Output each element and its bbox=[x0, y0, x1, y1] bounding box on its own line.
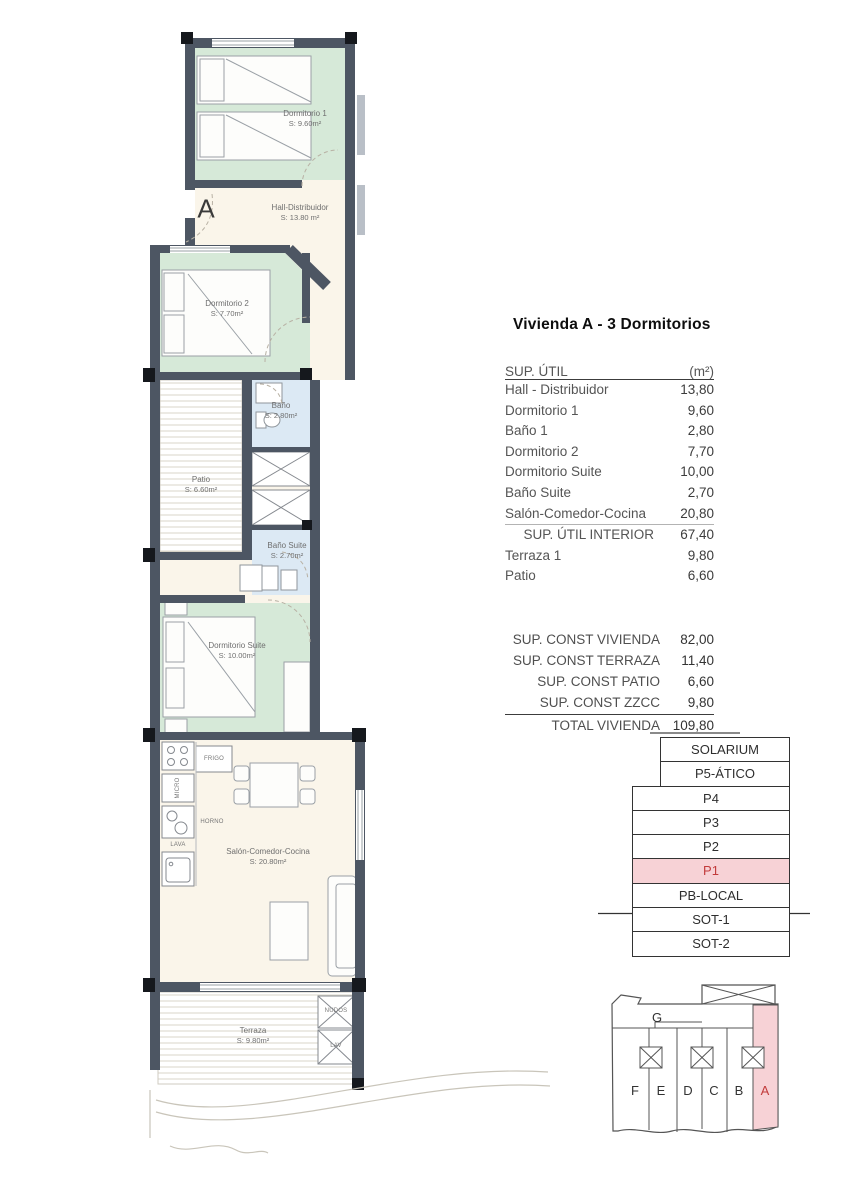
table-row: Dormitorio Suite 10,00 bbox=[505, 464, 714, 480]
table-row: Patio 6,60 bbox=[505, 568, 714, 584]
sup-util-table bbox=[505, 359, 714, 587]
room-label-dormitorio2: Dormitorio 2 S: 7.70m² bbox=[205, 298, 249, 319]
room-label-dormitorio1: Dormitorio 1 S: 9.60m² bbox=[283, 108, 327, 129]
utility-label-lav: LAV bbox=[330, 1043, 342, 1049]
sup-util-header-unit: (m²) bbox=[689, 364, 714, 379]
table-row: Baño 1 2,80 bbox=[505, 423, 714, 439]
floor-stack bbox=[632, 737, 790, 957]
table-row: SUP. CONST PATIO 6,60 bbox=[537, 674, 714, 689]
room-label-patio: Patio S: 6.60m² bbox=[184, 474, 218, 495]
room-label-hall: Hall-Distribuidor S: 13.80 m² bbox=[271, 202, 329, 223]
floor-level-sot-1: SOT-1 bbox=[632, 907, 790, 932]
table-row-subtotal: SUP. ÚTIL INTERIOR 67,40 bbox=[505, 524, 714, 546]
footprint-unit-a: A bbox=[760, 1083, 770, 1098]
footprint-unit-d: D bbox=[683, 1083, 693, 1098]
table-row: SUP. CONST TERRAZA 11,40 bbox=[512, 653, 714, 668]
table-row: Baño Suite 2,70 bbox=[505, 484, 714, 500]
room-label-bano-suite: Baño Suite S: 2.70m² bbox=[267, 540, 307, 561]
sup-util-header bbox=[505, 359, 714, 380]
room-label-bano: Baño S: 2.80m² bbox=[264, 400, 298, 421]
floor-level-pb-local: PB-LOCAL bbox=[632, 883, 790, 908]
table-row: Dormitorio 2 7,70 bbox=[505, 443, 714, 459]
table-row: SUP. CONST ZZCC 9,80 bbox=[539, 695, 714, 710]
footprint-unit-e: E bbox=[656, 1083, 666, 1098]
floor-level-p4: P4 bbox=[632, 786, 790, 811]
floor-level-p3: P3 bbox=[632, 810, 790, 835]
floor-level-sot-2: SOT-2 bbox=[632, 931, 790, 956]
kitchen-label-horno: HORNO bbox=[200, 819, 224, 825]
kitchen-label-micro: MICRO bbox=[175, 777, 181, 799]
room-label-terraza: Terraza S: 9.80m² bbox=[236, 1025, 270, 1046]
floor-level-p5-atico: P5-ÁTICO bbox=[660, 761, 790, 786]
floor-level-p2: P2 bbox=[632, 834, 790, 859]
sup-util-header-label: SUP. ÚTIL bbox=[505, 364, 568, 379]
table-row: SUP. CONST VIVIENDA 82,00 bbox=[512, 632, 714, 647]
footprint-unit-f: F bbox=[631, 1083, 639, 1098]
kitchen-label-frigo: FRIGO bbox=[204, 756, 224, 762]
footprint-unit-c: C bbox=[709, 1083, 719, 1098]
floor-level-p1-current: P1 bbox=[632, 858, 790, 883]
building-footprint bbox=[612, 985, 778, 1132]
sup-const-table bbox=[505, 629, 714, 736]
table-row: Terraza 1 9,80 bbox=[505, 547, 714, 563]
room-label-dormitorio-suite: Dormitorio Suite S: 10.00m² bbox=[208, 640, 266, 661]
table-row: Salón-Comedor-Cocina 20,80 bbox=[505, 505, 714, 521]
table-row-total: TOTAL VIVIENDA 109,80 bbox=[551, 718, 714, 733]
kitchen-label-lava: LAVA bbox=[170, 842, 186, 848]
floor-level-solarium: SOLARIUM bbox=[660, 737, 790, 762]
table-row: Hall - Distribuidor 13,80 bbox=[505, 382, 714, 397]
entrance-label: A bbox=[197, 193, 215, 224]
table-row: Dormitorio 1 9,60 bbox=[505, 402, 714, 418]
room-label-salon: Salón-Comedor-Cocina S: 20.80m² bbox=[226, 846, 310, 867]
page-title: Vivienda A - 3 Dormitorios bbox=[513, 316, 711, 333]
footprint-unit-b: B bbox=[734, 1083, 744, 1098]
footprint-annex-label: G bbox=[651, 1010, 663, 1025]
utility-label-nudos: NUDOS bbox=[324, 1008, 348, 1014]
